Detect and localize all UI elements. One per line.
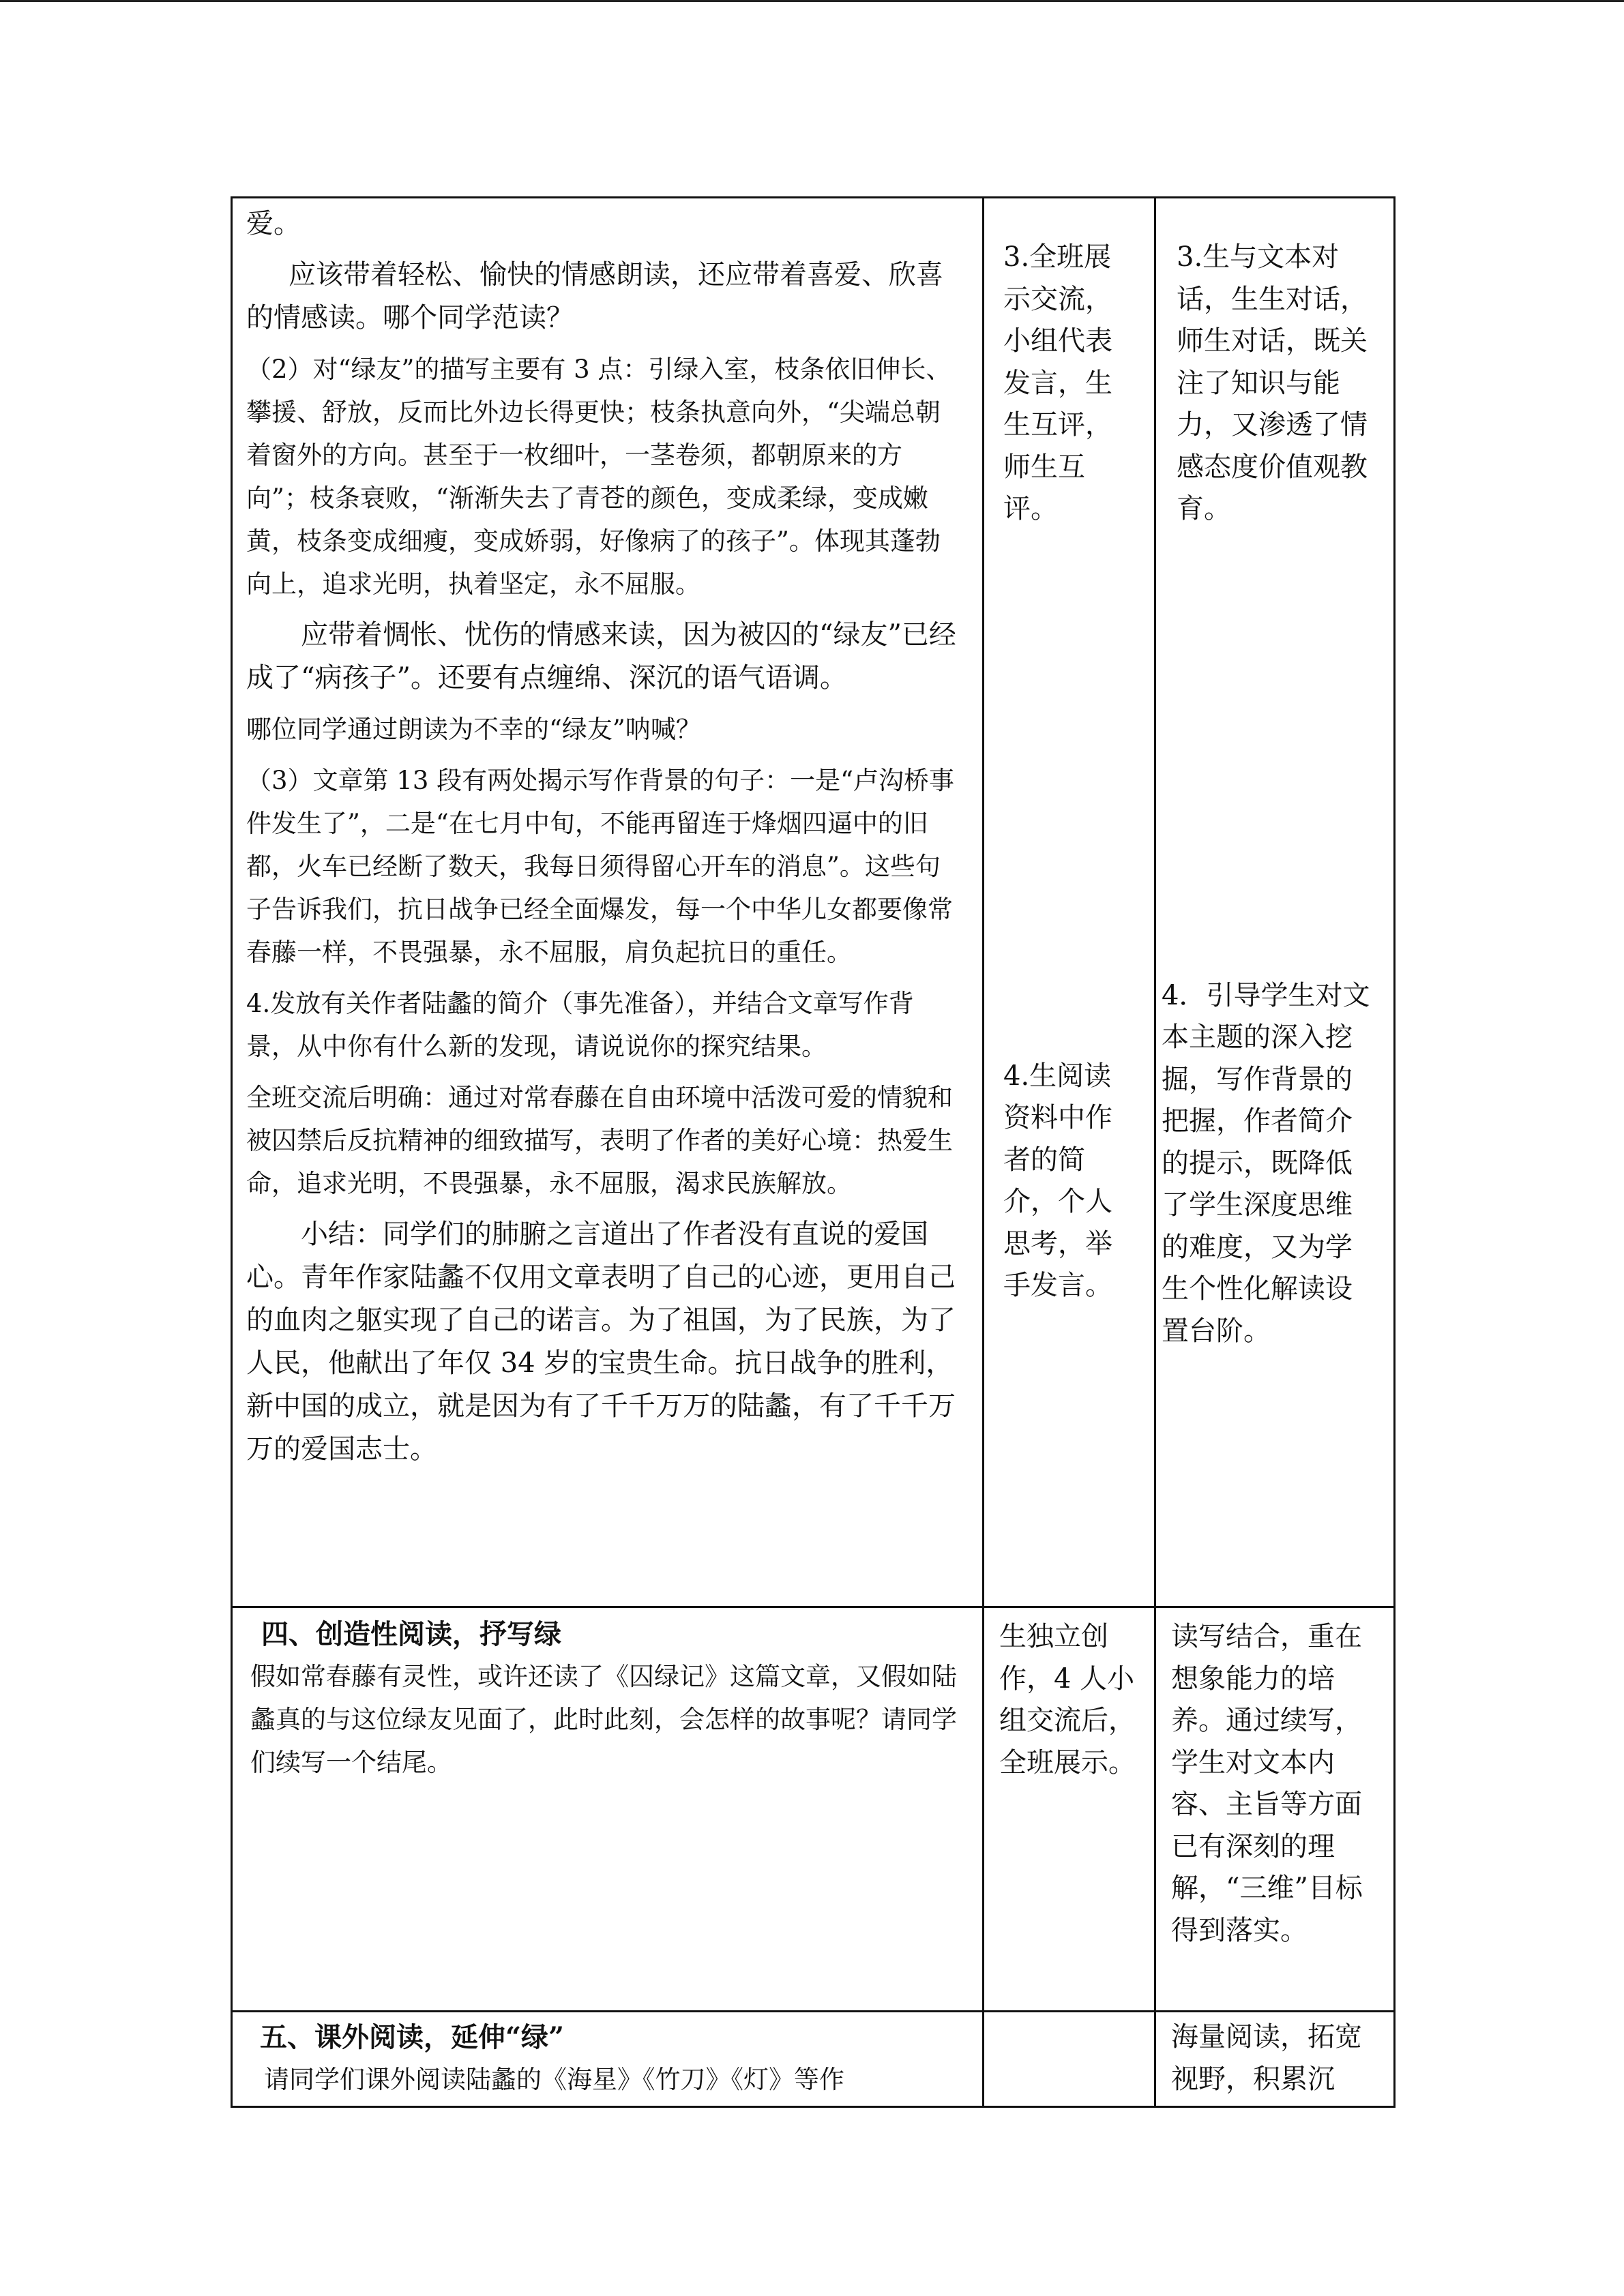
design-intent-cell <box>1155 198 1395 1607</box>
design-intent-text: 4．引导学生对文本主题的深入挖掘，写作背景的把握，作者简介的提示，既降低了学生深度思维的难度，又为学生个性化解读设置台阶。 <box>1162 979 1370 1347</box>
section-heading: 五、课外阅读，延伸“绿” <box>260 2021 565 2053</box>
paragraph: 4.发放有关作者陆蠡的简介（事先准备），并结合文章写作背景，从中你有什么新的发现，请说说你的探究结果。 <box>246 989 914 1061</box>
paragraph: 请同学们课外阅读陆蠡的《海星》《竹刀》《灯》等作 <box>264 2065 844 2094</box>
student-activity-text: 3.全班展示交流，小组代表发言，生生互评，师生互评。 <box>1003 241 1112 524</box>
design-intent-text: 海量阅读，拓宽视野，积累沉 <box>1171 2021 1362 2095</box>
teaching-content-cell <box>232 1607 984 2012</box>
design-intent-text: 读写结合，重在想象能力的培养。通过续写，学生对文本内容、主旨等方面已有深刻的理解，“三维”目标得到落实。 <box>1171 1621 1363 1946</box>
student-activity-cell <box>984 198 1155 1607</box>
paragraph: 小结：同学们的肺腑之言道出了作者没有直说的爱国心。青年作家陆蠡不仅用文章表明了自己的心迹，更用自己的血肉之躯实现了自己的诺言。为了祖国，为了民族，为了人民，他献出了年仅 34 岁的宝贵生命。抗日战争的胜利，新中国的成立，就是因为有了千千万万的陆蠡，有了千千万万的爱国志士。 <box>246 1219 956 1465</box>
table-row <box>232 198 1395 1607</box>
design-intent-cell <box>1155 1607 1395 2012</box>
paragraph: 爱。 <box>246 208 301 239</box>
student-activity-cell <box>984 2012 1155 2107</box>
teaching-content-cell <box>232 198 984 1607</box>
paragraph: 应该带着轻松、愉快的情感朗读，还应带着喜爱、欣喜的情感读。哪个同学范读？ <box>246 259 943 333</box>
table-row <box>232 1607 1395 2012</box>
teaching-content-cell <box>232 2012 984 2107</box>
design-intent-cell <box>1155 2012 1395 2107</box>
paragraph: 全班交流后明确：通过对常春藤在自由环境中活泼可爱的情貌和被囚禁后反抗精神的细致描写，表明了作者的美好心境：热爱生命，追求光明，不畏强暴，永不屈服，渴求民族解放。 <box>246 1083 953 1198</box>
lesson-plan-table <box>231 196 1396 2108</box>
paragraph: 假如常春藤有灵性，或许还读了《囚绿记》这篇文章，又假如陆蠡真的与这位绿友见面了，此时此刻，会怎样的故事呢？请同学们续写一个结尾。 <box>250 1662 957 1777</box>
table-row <box>232 2012 1395 2107</box>
student-activity-text: 生独立创作，4 人小组交流后，全班展示。 <box>999 1621 1136 1778</box>
section-heading: 四、创造性阅读，抒写绿 <box>261 1618 561 1650</box>
paragraph: （3）文章第 13 段有两处揭示写作背景的句子：一是“卢沟桥事件发生了”，二是“在七月中旬，不能再留连于烽烟四逼中的旧都，火车已经断了数天，我每日须得留心开车的消息”。这些句子告诉我们，抗日战争已经全面爆发，每一个中华儿女都要像常春藤一样，不畏强暴，永不屈服，肩负起抗日的重任。 <box>246 766 955 967</box>
paragraph: 应带着惆怅、忧伤的情感来读，因为被囚的“绿友”已经成了“病孩子”。还要有点缠绵、深沉的语气语调。 <box>246 619 956 694</box>
paragraph: （2）对“绿友”的描写主要有 3 点：引绿入室，枝条依旧伸长、攀援、舒放，反而比外边长得更快；枝条执意向外，“尖端总朝着窗外的方向。甚至于一枚细叶，一茎卷须，都朝原来的方向”；枝条衰败，“渐渐失去了青苍的颜色，变成柔绿，变成嫩黄，枝条变成细瘦，变成娇弱，好像病了的孩子”。体现其蓬勃向上，追求光明，执着坚定，永不屈服。 <box>246 355 951 599</box>
student-activity-cell <box>984 1607 1155 2012</box>
design-intent-text: 3.生与文本对话，生生对话，师生对话，既关注了知识与能力，又渗透了情感态度价值观教育。 <box>1177 241 1368 524</box>
student-activity-text: 4.生阅读资料中作者的简介，个人思考，举手发言。 <box>1003 1060 1112 1301</box>
paragraph: 哪位同学通过朗读为不幸的“绿友”呐喊？ <box>246 715 701 744</box>
page-top-border <box>0 0 1624 2</box>
